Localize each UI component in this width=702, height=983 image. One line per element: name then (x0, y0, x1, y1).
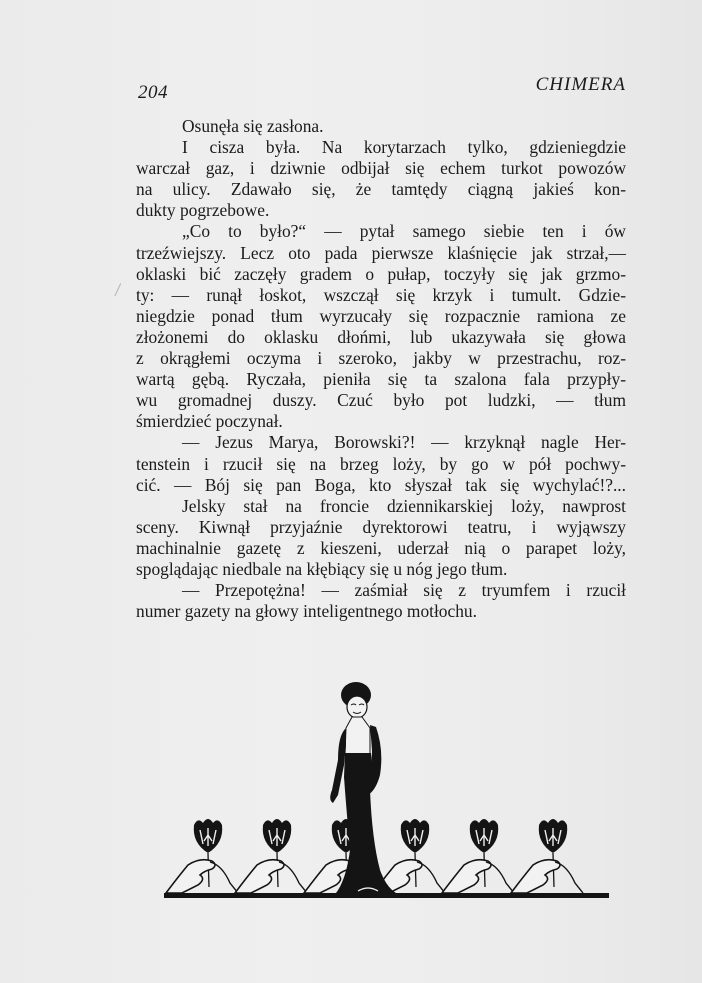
page-number: 204 (138, 82, 168, 103)
text-line: z okrągłemi oczyma i szeroko, jakby w przestrachu, roz- (136, 348, 626, 369)
text-line: niegdzie ponad tłum wyrzucały się rozpacznie ramiona ze (136, 305, 626, 326)
tulip-in-hand-icon (235, 819, 307, 893)
text-line: ty: — runął łoskot, wszczął się krzyk i tumult. Gdzie- (136, 284, 626, 305)
text-line: trzeźwiejszy. Lecz oto pada pierwsze klaśnięcie jak strzał,— (136, 242, 626, 263)
text-line: oklaski bić zaczęły gradem o pułap, toczyły się jak grzmo- (136, 263, 626, 284)
margin-pencil-mark (114, 283, 126, 299)
text-line: machinalnie gazetę z kieszeni, uderzał nią o parapet loży, (136, 537, 626, 558)
floor-line (164, 893, 609, 898)
illustration-woman-with-tulips (160, 665, 620, 905)
text-line: wartą gębą. Ryczała, pieniła się ta szalona fala przypły- (136, 369, 626, 390)
text-line: „Co to było?“ — pytał samego siebie ten i ów (182, 221, 626, 242)
text-line: warczał gaz, i dziwnie odbijał się echem turkot powozów (136, 158, 626, 179)
text-line: na ulicy. Zdawało się, że tamtędy ciągną jakieś kon- (136, 179, 626, 200)
text-line: śmierdzieć poczynał. (136, 411, 283, 432)
text-line: I cisza była. Na korytarzach tylko, gdzieniegdzie (182, 137, 626, 158)
text-line: cić. — Bój się pan Boga, kto słyszał tak się wychylać!?... (136, 474, 626, 495)
text-line: złożonemi do oklasku dłońmi, lub ukazywała się głowa (136, 326, 626, 347)
text-line: numer gazety na głowy inteligentnego motłochu. (136, 601, 477, 622)
tulip-in-hand-icon (511, 819, 583, 893)
running-title: CHIMERA (535, 74, 626, 95)
text-line: wu gromadnej duszy. Czuć było pot ludzki, — tłum (136, 390, 626, 411)
text-line: Osunęła się zasłona. (182, 116, 324, 136)
text-line: Jelsky stał na froncie dziennikarskiej loży, nawprost (182, 495, 626, 516)
tulip-in-hand-icon (442, 819, 514, 893)
text-line: sceny. Kiwnął przyjaźnie dyrektorowi teatru, i wyjąwszy (136, 516, 626, 537)
text-line: dukty pogrzebowe. (136, 200, 270, 221)
text-line: — Przepotężna! — zaśmiał się z tryumfem i rzucił (182, 580, 626, 601)
text-line: tenstein i rzucił się na brzeg loży, by go w pół pochwy- (136, 453, 626, 474)
page-header (136, 72, 626, 102)
text-line: — Jezus Marya, Borowski?! — krzyknął nagle Her- (182, 432, 626, 453)
tulip-in-hand-icon (166, 819, 238, 893)
body-text (136, 116, 626, 622)
text-line: spoglądając niedbale na kłębiący się u nóg jego tłum. (136, 558, 508, 579)
